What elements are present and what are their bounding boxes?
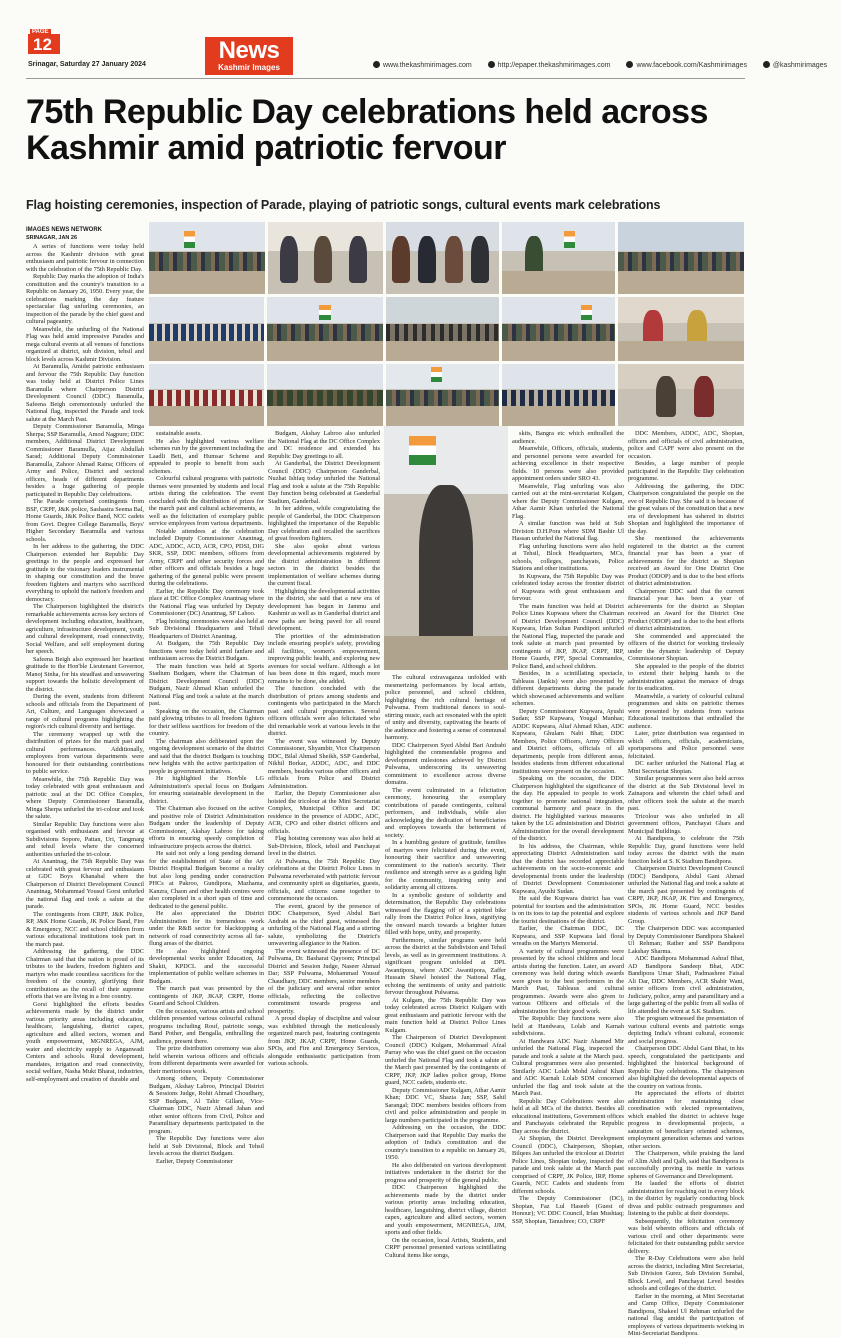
article-paragraph: Earlier, the Republic Day ceremony took place at DC Office Complex Anantnag where the National Flag was unfurled by Deputy Commissioner (DC) Anantnag, SF Lahoo. — [149, 587, 264, 617]
article-paragraph: The main function was held at District Police Lines Kupwara where the Chairman of District Development Council (DDC) Kupwara, Irfan Sultan Panditpori unfurled the National Flag, inspected the parade and took salute at march past presented by contingents of JKP, JKAP, CRPF, IRP, Home Guards, FPF, Special Commandos, Police Band, and school children. — [512, 602, 624, 670]
article-column-6 — [628, 430, 744, 1337]
twitter-link[interactable]: @kashmirimages — [763, 62, 827, 69]
article-paragraph: He appreciated the efforts of district administration for maintaining close coordination with elected representatives, which enabled the district to achieve huge progress in developmental projects, a saturation of beneficiary oriented schemes, employment generation schemes and various other sectors. — [628, 1090, 744, 1150]
issue-date: Srinagar, Saturday 27 January 2024 — [28, 61, 146, 68]
article-paragraph: Flag hoisting ceremony was also held at Sub-Division, Block, tehsil and Panchayat level in the district. — [268, 835, 380, 857]
article-paragraph: DC earlier unfurled the National Flag at Mini Secretariat Shopian. — [628, 760, 744, 775]
article-paragraph: Meanwhile, Officers, officials, students, and personnel persons were awarded for achieving excellence in their respective fields. 10 persons were also provided appointment orders under SRO 43. — [512, 445, 624, 482]
article-paragraph: DDC Chairperson highlighted the achievements made by the district under various priority areas including education, healthcare, languishing, district village, district capex, agriculture and allied sectors, women and youth empowerment, MGNREGA, JJM, sports and other fields. — [385, 1184, 506, 1236]
article-paragraph: At Bandipora, to celebrate the 75th Republic Day, grand functions were held today across the district with the main function held at S. K Stadium Bandipora. — [628, 835, 744, 865]
article-paragraph: Similar programmes were also held across the district at the Sub Divisional level in Zainapora and wherein the chief tehsil and other officers took the salute at the march past. — [628, 775, 744, 812]
article-paragraph: The program witnessed the presentation of various cultural events and patriotic songs depicting India's vibrant cultural, economic and social progress. — [628, 1015, 744, 1045]
article-paragraph: At Ganderbal, the District Development Council (DDC) Chairperson Ganderbal, Nuzhat Ishfaq today unfurled the National Flag and took a salute at the 75th Republic Day function being celebrated at Ganderbal Stadium, Ganderbal. — [268, 460, 380, 505]
article-paragraph: The Republic Day functions were also held at Handwara, Lolab and Karnah subdivisions. — [512, 1015, 624, 1037]
section-brand-box — [205, 37, 293, 75]
article-paragraph: At Budgam, the 75th Republic Day functions were today held amid fanfare and enthusiasm across the District Budgam. — [149, 640, 264, 662]
article-paragraph: In her address, while congratulating the people of Ganderbal, the DDC Chairperson highlighted the importance of the Republic Day celebration and recalled the sacrifices of great freedom fighters. — [268, 505, 380, 542]
article-paragraph: The Chairperson, while praising the land of Alim Ahdi and Qalb, said that Bandipora is successfully proving its mettle in various spheres of Governance and Development. — [628, 1150, 744, 1180]
article-paragraph: Speaking on the occasion, the Chairman paid glowing tributes to all freedom fighters for their selfless sacrifices for freedom of the country. — [149, 707, 264, 737]
article-paragraph: At Anantnag, the 75th Republic Day was celebrated with great fervour and enthusiasm at GDC Boys Khanabal where the Chairperson of District Development Council Anantnag, Mohammad Yousuf Gorsi unfurled the national flag and took a salute at the parade. — [26, 858, 144, 910]
article-paragraph: Safeena Beigh also expressed her heartiest gratitude to the Hon'ble Lieutenant Governor, Manoj Sinha, for his steadfast and unwavering support towards the holistic development of the district. — [26, 655, 144, 693]
article-paragraph: Meanwhile, Flag unfurling was also carried out at the mini-secretariat Kulgam, where the Deputy Commissioner Kulgam, Athar Aamir Khan unfurled the National Flag. — [512, 482, 624, 520]
photo-flag-hoisting — [386, 364, 499, 426]
article-paragraph: A proud display of discipline and valour was exhibited through the meticulously organized march past, featuring contingents from JKP, JKAP, CRPF, Home Guards, SPOs, and Fire and Emergency Services, alongside enthusiastic participation from various schools. — [268, 1015, 380, 1067]
article-paragraph: Deputy Commissioner Kupwara, Ayushi Sudan; SSP Kupwara, Yougal Manhas; ADDC Kupwara, Altaf Ahmad Khan, ADC Kupwara, Ghulam Nabi Bhat; DDC Members, Police Officers, Army Officers and District officers, officials of all departments, people from different areas, besides students from different educational institutions were present on the occasion. — [512, 707, 624, 775]
photo-school-children — [149, 364, 264, 426]
social-links — [373, 61, 841, 69]
photo-march-past — [386, 297, 499, 361]
article-paragraph: Deputy Commissioner Baramulla, Minga Sherpa; SSP Baramulla, Amod Nagpure; DDC members, Additional District Development Commissioner Baramulla, Aijaz Abdullah Sarad; Additional Deputy Commissioner Baramulla, Zahoor Ahmad Raina; Officers of Army and Police, District and sectoral officers, heads of different departments besides a huge gathering of people participated in Republic Day celebrations. — [26, 423, 144, 498]
twitter-icon — [763, 61, 770, 68]
article-paragraph: Subsequently, the felicitation ceremony was held wherein officers and officials of various civil and other departments were felicitated for their outstanding public service delivery. — [628, 1217, 744, 1255]
byline: IMAGES NEWS NETWORK — [26, 227, 102, 233]
article-paragraph: He highlighted the Hon'ble LG Administration's special focus on Budgam for ensuring sustainable development in the district. — [149, 775, 264, 805]
article-paragraph: He said not only a long pending demand for the establishment of State of the Art District Hospital Budgam become a reality but also long pending under construction PHCs at Pakroo, Gundipora, Mazhama, Kanzra, Chaon and other health centres were also completed in a short span of time and dedicated to the general public. — [149, 850, 264, 910]
article-paragraph: A similar function was held at Sub Division D.H.Pora where SDM Bashir Ul Hassan unfurled the National flag. — [512, 520, 624, 542]
article-paragraph: In her address to the gathering, the DDC Chairperson extended her Republic Day greetings to the people and expressed her gratitude to the visionary leaders instrumental in shaping our constitution and the brave freedom fighters and martyrs who sacrificed everything to uphold the nation's freedom and democracy. — [26, 543, 144, 603]
article-paragraph: Republic Day Celebrations were also held at all MCs of the district. Besides all educational institutions, Government offices and Panchayats celebrated the Republic Day across the district. — [512, 1097, 624, 1135]
article-paragraph: Among others, Deputy Commissioner Budgam, Akshay Labroo, Principal District & Sessions Judge, Rohit Ahmad Choudhary, SSP Budgam, Al Tahir Gillani, Vice-Chairman DDC, Nazir Ahmad Jahan and other senior officers from Civil, Police and Paramilitary departments participated in the program. — [149, 1075, 264, 1135]
section-title: News — [218, 37, 280, 64]
article-paragraph: The priorities of the administration include ensuring people's safety, providing all facilities, women's empowerment, improving public health, and exploring new avenues for social welfare. Although a lot has been done in this regard, much more remains to be done, she added. — [268, 632, 380, 685]
article-paragraph: Meanwhile, a variety of colourful cultural programmes and skits on patriotic themes were presented by students from various Educational institutions that enthralled the audience. — [628, 692, 744, 730]
section-subtitle: Kashmir Images — [218, 63, 280, 72]
article-paragraph: Colourful cultural programs with patriotic themes were presented by students and local artists during the celebration. The event concluded with the distribution of prizes for the march past and cultural achievements, as well as the felicitation of exemplary public service employees from various departments. — [149, 475, 264, 527]
article-paragraph: sustainable assets. — [156, 430, 202, 437]
article-paragraph: He said the Kupwara district has vast potential for tourism and the administration is on its toes to tap the potential and explore the tourist destinations of the district. — [512, 895, 624, 925]
article-paragraph: During the event, students from different schools and officials from the Department of Art, Culture, and Languages showcased a range of cultural programs highlighting the region's rich cultural diversity and heritage. — [26, 693, 144, 730]
article-paragraph: Addressing the gathering, the DDC Chairman said that the nation is proud of its tributes to the leaders, freedom fighters and martyrs who made countless sacrifices for the freedom of the country, glorifying their contributions as the recall of their supreme efforts that we are living in a free country. — [26, 948, 144, 1000]
article-column-4 — [385, 674, 506, 1259]
article-paragraph: The Deputy Commissioner (DC), Shopian, Faz Lul Haseeb (Guest of Honour); VC DDC Council, Irfan Mushtaq; SSP, Shopian, Tanushree; CO, CRPF — [512, 1195, 624, 1225]
article-paragraph: The R-Day Celebrations were also held across the district, including Mini Secretariat, Sub Division Gurez, Sub Division Sumbal, Block Level, and Panchayat Level besides schools and colleges of the district. — [628, 1255, 744, 1292]
article-paragraph: She mentioned the achievements registered in the district as the current financial year has been a year of achievements for the district as Shopian received an Award for One District One Product (ODOP) and is due to the best efforts of district administration. — [628, 535, 744, 587]
article-paragraph: Tricolour was also unfurled in all government offices, Panchayat Ghars and Municipal Buildings. — [628, 812, 744, 835]
article-paragraph: Chairperson DDC said that the current financial year has been a year of achievements for the district as Shopian received an Award for the District One Product (ODOP) and is due to the best efforts of district administration. — [628, 587, 744, 632]
article-paragraph: Earlier, the Deputy Commissioner also hoisted the tricolour at the Mini Secretariat Complex, Municipal Office and DC residence in the presence of ADDC, ADC, ACR, CPO and other district officers and officials. — [268, 790, 380, 835]
article-paragraph: Earlier in the morning, at Mini Secretariat and Camp Office, Deputy Commissioner Bandipora, Shakeel Ul Rehman unfurled the national flag amidst the participation of employees of various departments working in Mini-Secretariat Bandipora. — [628, 1292, 744, 1337]
article-paragraph: On the occasion, various artists and school children presented various colourful cultural programs including Rouf, patriotic songs, Band Pother, and Bengalla, enthralling the audience, present there. — [149, 1007, 264, 1045]
article-paragraph: The main function was held at Sports Stadium Budgam, where the Chairman of District Development Council (DDC) Budgam, Nazir Ahmad Khan unfurled the National Flag and took a salute at the march past. — [149, 662, 264, 707]
article-paragraph: Deputy Commissioner Kulgam, Athar Aamir Khan; DDC VC, Shazia Jan; SSP, Sahil Sarangal; DDC members besides officers from civil and police administration and people in large numbers participated in the programme. — [385, 1086, 506, 1124]
article-column-1 — [26, 226, 144, 1170]
article-paragraph: The event, graced by the presence of DDC Chairperson, Syed Abdul Bari Andrabi as the chief guest, witnessed the unfurling of the National Flag and a stirring salute, symbolizing the District's unwavering allegiance to the Nation. — [268, 902, 380, 947]
article-paragraph: skits, Bangra etc which enthralled the audience. — [512, 430, 624, 445]
article-paragraph: Addressing the gathering, the DDC Chairperson congratulated the people on the eve of Republic Day. She said it is because of the great values of the constitution that a new era of development has ushered in district Shopian and highlighted the importance of the day. — [628, 482, 744, 535]
article-paragraph: A variety of cultural programmes were presented by the school children and local artists during the function. Later, an award ceremony was held during which awards were given to the best performers in the March Past, Tableaus and cultural programmes. Awards were also given to various Officers and officials of the administration for their good work. — [512, 947, 624, 1015]
article-paragraph: Notable attendees at the celebration included Deputy Commissioner Anantnag, ADC, ADDC, ACD, ACR, CPO, PDSI, DIG SKR, SSP, DDC members, officers from Army, CRPF and other security forces and other officers and officials besides a huge gathering of the general public were present during the celebrations. — [149, 527, 264, 587]
photo-salute — [502, 222, 615, 294]
article-paragraph: ADC Bandipora Mohammad Ashraf Bhat, AD Bandipora Sandeep Bhat, ADC Bandipora Umar Shafi, Padmashree Faisal Ali Dar, DDC Members, ACR Shabir Wani, senior officers from civil administration, Judiciary, police, army and paramilitary and a large gathering of the public from all walks of life attended the event at S.K Stadium. — [628, 955, 744, 1015]
article-paragraph: At Handwara ADC Nazir Ahamed Mir unfurled the National Flag, inspected the parade and took a salute at the March past. Cultural programmes were also presented. Similarly ADC Lolab Mohd Ashraf Khan and ADC Karnah Lolab SDM concerned unfurled the flag and took salute at the March Past. — [512, 1037, 624, 1097]
article-paragraph: Addressing on the occasion, the DDC Chairperson said that Republic Day marks the adoption of India's constitution and the country's transition to a republic on January 26, 1950. — [385, 1124, 506, 1161]
article-paragraph: Flag unfurling functions were also held at Tehsil, Block Headquarters, MCs, schools, colleges, panchayats, Police Stations and other institutions. — [512, 542, 624, 572]
article-paragraph: Budgam, Akshay Labroo also unfurled the National Flag at the DC Office Complex and DC residence and extended his Republic Day greetings to all. — [268, 430, 380, 460]
article-paragraph: Flag hoisting ceremonies were also held at Sub Divisional Headquarters and Tehsil Headquarters of District Anantnag. — [149, 617, 264, 640]
article-paragraph: DDC Members, ADDC, ADC, Shopian, officers and officials of civil administration, police and CAPF were also present on the occasion. — [628, 430, 744, 460]
article-paragraph: The prize distribution ceremony was also held wherein various officers and officials from different departments were awarded for their meritorious work. — [149, 1045, 264, 1075]
article-paragraph: Gorsi highlighted the efforts besides achievements made by the district under various priority areas including education, healthcare, languishing, district capex, agriculture and allied sectors, women and youth empowerment, MGNREGA, AJM, water and electricity supply to Anganwadi Centers and schools. Rural development, mandates, irrigation and road connectivity, social welfare, Nasha Mukt Bharat, industries, self-employment and creation of durable and — [26, 1000, 144, 1083]
article-paragraph: At Shopian, the District Development Council (DDC), Chairperson, Shopian, Bilqees Jan unfurled the tricolour at District Police Lines, Shopian today, inspected the parade and took salute at the March past comprised of CRPF, JK Police, IRP, Home Guards, NCC Cadets and students from different schools. — [512, 1135, 624, 1195]
photo-dignitaries — [386, 222, 499, 294]
photo-ceremony — [267, 297, 383, 361]
article-paragraph: The Chairperson of District Development Council (DDC) Kulgam, Mohammad Afzal Parray who was the chief guest on the occasion unfurled the National Flag and took a salute at the March past presented by the contingents of CRPF, JKP, JKP ladies police group, Home guard, NCC cadets, students etc. — [385, 1034, 506, 1086]
article-paragraph: Highlighting the developmental activities in the district, she said that a new era of development has begun in Jammu and Kashmir as well as in Ganderbal district and new paths are being paved for all round development. — [268, 587, 380, 632]
article-paragraph: Earlier, the Chairman DDC, DC Kupwara, and SSP Kupwara laid floral wreaths on the Martyrs Memorial. — [512, 925, 624, 947]
article-column-3 — [268, 430, 380, 1170]
article-paragraph: The cultural extravaganza unfolded with mesmerizing performances by local artists, police personnel, and school children, highlighting the rich cultural heritage of Pulwama. From traditional dances to soul-stirring music, each act resonated with the spirit of unity and diversity, captivating the hearts of the audience and fostering a sense of communal harmony. — [385, 674, 506, 741]
article-paragraph: Furthermore, similar programs were held across the district at the Subdivision and Tehsil levels, as well as in government institutions. A significant program unfolded at DPL Awantipora, where ADC Awantipora, Zaffer Hussain Shawl hoisted the National Flag, echoing the sentiments of unity and patriotic fervour throughout Pulwama. — [385, 936, 506, 996]
article-paragraph: In Kupwara, the 75th Republic Day was celebrated today across the frontier district of Kupwara with great enthusiasm and fervour. — [512, 572, 624, 602]
article-paragraph: She commended and appreciated the officers of the district for working tirelessly under the dynamic leadership of Deputy Commissioner Shopian. — [628, 632, 744, 662]
article-paragraph: At Pulwama, the 75th Republic Day celebrations at the District Police Lines in Pulwama reverberated with patriotic fervour and community spirit as dignitaries, guests, officials, and citizens came together to commemorate the occasion. — [268, 857, 380, 902]
photo-officials — [268, 222, 383, 294]
article-paragraph: He lauded the efforts of district administration for reaching out in every block in the district by regularly conducting block divas and public outreach programmes and listening to the public at their doorsteps. — [628, 1180, 744, 1217]
article-paragraph: In a symbolic gesture of solidarity and determination, the Republic Day celebrations witnessed the flagging off of a spirited bike rally from the District Police lines, signifying the onward march towards a brighter future filled with hope, unity, and prosperity. — [385, 891, 506, 936]
article-paragraph: He also highlighted ongoing developmental works under Education, Jal Shakti, KPDCL and the successful implementation of public welfare schemes in Budgam. — [149, 947, 264, 985]
article-paragraph: In his address, the Chairman, while appreciating District Administration said that the district has recorded appreciable achievements on the socio-economic and developmental fronts under the leadership of District Development Commissioner Kupwara, Ayushi Sudan. — [512, 842, 624, 895]
article-paragraph: Besides, a large number of people participated in the Republic Day celebration programme. — [628, 460, 744, 482]
article-paragraph: The Chairperson DDC was accompanied by Deputy Commissioner Bandipora Shakeel Ul Rehman; Rather and SSP Bandipora Lakshay Sharma. — [628, 925, 744, 955]
article-paragraph: The Chairman also focused on the active and positive role of District Administration Budgam under the leadership of Deputy Commissioner, Akshay Labroo for taking efforts in ensuring speedy completion of infrastructure projects across the district. — [149, 805, 264, 850]
article-paragraph: A series of functions were today held across the Kashmir division with great enthusiasm and patriotic fervour in connection with the celebration of the 75th Republic Day. — [26, 243, 144, 273]
article-paragraph: The Parade comprised contingents from BSF, CRPF, J&K police, Sashastra Seema Bal, Home Guards, J&K Police Band, NCC cadets from Govt. Degree College Baramulla, Boys' Higher Secondary Baramulla and various schools. — [26, 498, 144, 543]
article-paragraph: He also appreciated the District Administration for its tremendous work under the R&B sector for blacktopping a network of road connectivity across all far-flung areas of the district. — [149, 910, 264, 947]
masthead — [0, 0, 828, 72]
photo-parade-2 — [618, 222, 744, 294]
article-paragraph: At Kulgam, the 75th Republic Day was today celebrated across District Kulgam with great enthusiasm and patriotic fervour with the main function held at District Police Lines Kulgam. — [385, 996, 506, 1034]
article-column-2 — [149, 430, 264, 1170]
globe-icon — [373, 61, 380, 68]
article-paragraph: At Baramulla, Amidst patriotic enthusiasm and fervour the 75th Republic Day function was today held at District Police Lines Baramulla where Chairperson District Development Council (DDC) Baramulla, Safeena Beigh ceremoniously unfurled the National flag, inspected the Parade and took salute at the March Past. — [26, 363, 144, 423]
photo-guard — [267, 364, 383, 426]
photo-stadium — [502, 297, 615, 361]
article-paragraph: Meanwhile, the unfurling of the National Flag was held amid impressive Parades and mega cultural events at all venues of functions organized at district, sub division, tehsil and block levels across Kashmir Division. — [26, 325, 144, 363]
article-paragraph: Chairperson DDC Abdul Gani Bhat, in his speech, congratulated the participants and highlighted the historical background of Republic Day celebrations. The chairperson also highlighted the developmental aspects of the country on various fronts. — [628, 1045, 744, 1090]
article-paragraph: DDC Chairperson Syed Abdul Bari Andrabi highlighted the commendable progress and development milestones achieved by District Pulwama, underscoring its unwavering commitment to excellence across diverse domains. — [385, 741, 506, 786]
article-paragraph: The event witnessed the presence of DC Pulwama, Dr. Basharat Qayoom; Principal District and Session Judge, Naseer Ahmad Dar; SSP Pulwama, Mohammad Yousuf Chaudhary, DDC members, senior members of the judiciary and several other senior officials, reflecting the collective commitment towards progress and prosperity. — [268, 947, 380, 1015]
article-paragraph: The contingents from CRPF, J&K Police, RP, J&K Home Guards, JK Police Band, Fire & Emergency, NCC and school children from various educational institutions took part in the march past. — [26, 910, 144, 948]
headline: 75th Republic Day celebrations held across Kashmir amid patriotic fervour — [26, 93, 708, 167]
article-paragraph: The event was witnessed by Deputy Commissioner, Shyambir, Vice Chairperson DDC, Bilal Ahmad Sheikh, SSP Ganderbal, Nikhil Borkar, ADDC, ADC, and DDC members, besides various other officers and officials from Police and District Administration. — [268, 737, 380, 790]
website-link[interactable]: www.thekashmirimages.com — [373, 62, 472, 69]
article-column-5 — [512, 430, 624, 1225]
article-paragraph: Earlier, Deputy Commissioner — [156, 1157, 233, 1165]
dateline: SRINAGAR, JAN 26 — [26, 235, 78, 241]
article-paragraph: In a humbling gesture of gratitude, families of martyrs were felicitated during the event, honouring their sacrifice and unwavering commitment to the nation's security. Their resilience and strength serve as a guiding light for the community, inspiring unity and solidarity among all citizens. — [385, 839, 506, 891]
subheadline: Flag hoisting ceremonies, inspection of Parade, playing of patriotic songs, cultural events mark celebrations — [26, 198, 661, 212]
article-paragraph: On the occasion, local Artists, Students, and CRPF personnel presented various scintillating Cultural items like songs, — [385, 1236, 506, 1259]
article-paragraph: The chairman also deliberated upon the ongoing development scenario of the district and said that the district Budgam is touching new heights with the active participation of people in government initiatives. — [149, 737, 264, 775]
article-paragraph: Later, prize distribution was organised in which officers, officials, academicians, sportspersons and Police personnel were felicitated. — [628, 730, 744, 760]
page-number: 12 — [33, 35, 52, 54]
epaper-link[interactable]: http://epaper.thekashmirimages.com — [488, 62, 611, 69]
article-paragraph: Chairperson District Development Council (DDC) Bandipora, Abdul Gani Ahmad unfurled the National flag and took a salute at the march past presented by contingents of CRPF, JKP, JKAP, JK Fire and Emergency, SPOs, JK Home Guard, NCC besides students of various schools and JKP Band Group. — [628, 865, 744, 925]
article-paragraph: She also spoke about various developmental achievements registered by the district administration in different sectors in the district besides the implementation of welfare schemes during the current fiscal. — [268, 542, 380, 587]
photo-band — [502, 364, 615, 426]
article-paragraph: Besides, in a scintillating spectacle, Tableaus (Jankis) were also presented by different departments during the parade which showcased achievements and welfare schemes. — [512, 670, 624, 707]
article-paragraph: Speaking on the occasion, the DDC Chairperson highlighted the significance of the day. He appealed to people to work together to promote national integration, communal harmony and peace in the district. He highlighted various measures taken by the LG administration and District Administration for the overall development of the district. — [512, 775, 624, 842]
article-paragraph: He also highlighted various welfare schemes run by the government including the Laadli Beti, and Humsar Scheme and appealed to people to benefit from such schemes. — [149, 437, 264, 475]
article-paragraph: The function concluded with the distribution of prizes among students and contingents who participated in the March past and cultural programmes. Several officers officials were also felicitated who did remarkable work at various levels in the district. — [268, 685, 380, 737]
facebook-icon — [626, 61, 633, 68]
article-paragraph: Meanwhile, the 75th Republic Day was today celebrated with great enthusiasm and patriotic zeal at the DC Office Complex, where Deputy Commissioner Baramulla, Minga Sherpa unfurled the tri-colour and took the salute. — [26, 775, 144, 820]
photo-cultural — [618, 297, 744, 361]
photo-parade-3 — [149, 297, 264, 361]
photo-felicitation — [618, 364, 744, 426]
article-paragraph: The Chairperson highlighted the district's remarkable achievements across key sectors of development including education, healthcare, agriculture, infrastructure development, youth and cultural development, road connectivity, Social Welfare, and self employment during her speech. — [26, 603, 145, 655]
page-label: PAGE — [32, 29, 49, 35]
article-paragraph: Similar Republic Day functions were also organised with enthusiasm and fervour at Subdivisions Sopore, Pattan, Uri, Tangmarg and tehsil levels where the concerned authorities unfurled the tri-colour. — [26, 820, 144, 858]
facebook-link[interactable]: www.facebook.com/Kashmirimages — [626, 62, 747, 69]
article-paragraph: She appealed to the people of the district to extend their helping hands to the administration against the menace of drugs for its eradication. — [628, 662, 744, 692]
photo-dc-salute — [384, 426, 508, 670]
globe-icon — [488, 61, 495, 68]
article-paragraph: The ceremony wrapped up with the distribution of prizes for the march past and cultural performances. Additionally, employees from various departments were honoured for their outstanding contributions to public service. — [26, 730, 144, 775]
article-paragraph: The event culminated in a felicitation ceremony, honouring the exemplary contributions of parade contingents, cultural performers, and individuals, while also acknowledging the dedication of beneficiaries and employees towards the betterment of society. — [385, 786, 506, 839]
article-paragraph: Republic Day marks the adoption of India's constitution and the country's transition to a Republic on January 26, 1950. Every year, the celebrations marking the day feature spectacular flag unfurling ceremonies, an inspection of the parade by the chief guest and cultural pageantry. — [26, 273, 144, 325]
article-paragraph: He also deliberated on various development initiatives undertaken in the district for the progress and prosperity of the general public. — [385, 1161, 506, 1184]
article-paragraph: The march past was presented by the contingents of JKP, JKAP, CRPF, Home Guard and School Children. — [149, 985, 264, 1007]
header-divider — [26, 78, 745, 79]
photo-parade-1 — [149, 222, 265, 294]
article-paragraph: The Republic Day functions were also held at Sub Divisional, Block and Tehsil levels across the district Budgam. — [149, 1135, 264, 1157]
